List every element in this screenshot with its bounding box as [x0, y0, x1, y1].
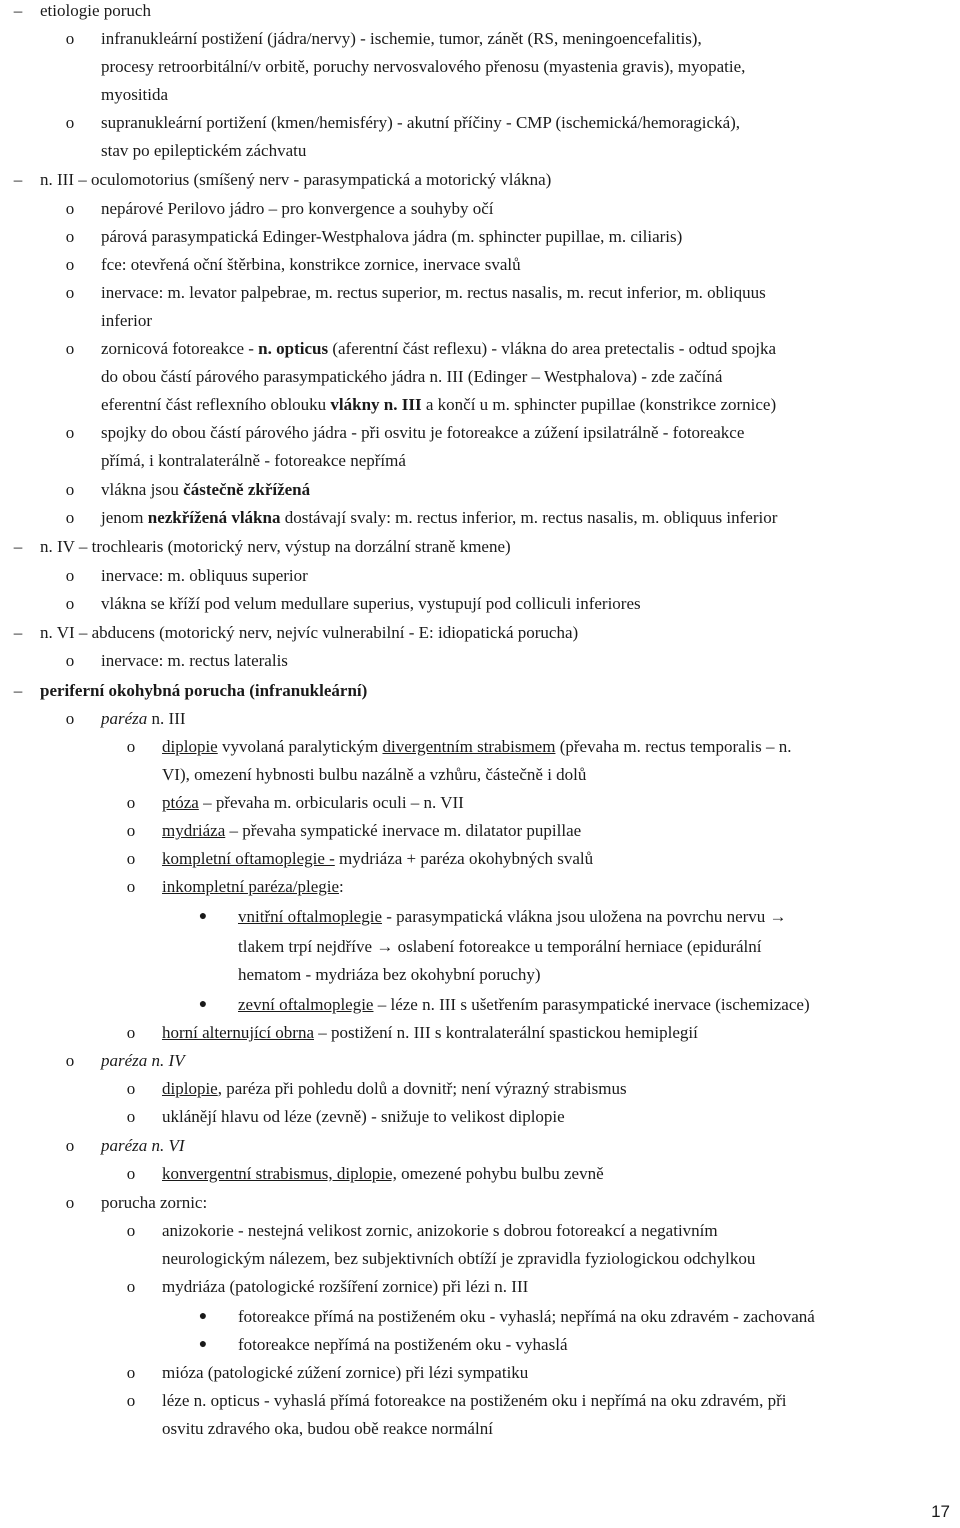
- text-run: n. IV – trochlearis (motorický nerv, výstup na dorzální straně kmene): [40, 537, 511, 556]
- text-run: inkompletní paréza/plegie: [162, 877, 340, 896]
- o-bullet-icon: o: [126, 1277, 136, 1296]
- text-run: - parasympatická vlákna jsou uložena na povrchu nervu →: [382, 907, 787, 926]
- text-line: [162, 1276, 528, 1298]
- text-run: párová parasympatická Edinger-Westphalova jádra (m. sphincter pupillae, m. ciliaris): [101, 227, 683, 246]
- text-run: fce: otevřená oční štěrbina, konstrikce zornice, inervace svalů: [101, 255, 521, 274]
- text-run: – převaha sympatické inervace m. dilatator pupillae: [225, 821, 582, 840]
- text-line: [101, 1192, 207, 1214]
- text-line: [162, 1248, 755, 1270]
- text-line: [101, 140, 306, 162]
- text-line: [238, 964, 541, 986]
- text-line: [40, 622, 578, 644]
- text-run: n. III: [147, 709, 186, 728]
- text-line: [101, 112, 740, 134]
- text-run: inervace: m. levator palpebrae, m. rectus superior, m. rectus nasalis, m. recut inferior, m. obliquus: [101, 283, 766, 302]
- o-bullet-icon: o: [126, 1107, 136, 1126]
- o-bullet-icon: o: [126, 1391, 136, 1410]
- o-bullet-icon: o: [126, 793, 136, 812]
- text-run: , paréza při pohledu dolů a dovnitř; není výrazný strabismus: [217, 1079, 627, 1098]
- text-run: divergentním strabismem: [382, 737, 556, 756]
- text-run: hematom - mydriáza bez okohybní poruchy): [238, 965, 541, 984]
- o-bullet-icon: o: [65, 1051, 75, 1070]
- text-line: [238, 994, 810, 1016]
- text-run: nepárové Perilovo jádro – pro konvergence a souhyby očí: [101, 199, 494, 218]
- text-line: [238, 1306, 815, 1328]
- text-line: [162, 820, 581, 842]
- text-run: částečně zkřížená: [183, 480, 311, 499]
- text-run: diplopie: [162, 737, 218, 756]
- o-bullet-icon: o: [126, 1221, 136, 1240]
- text-run: inervace: m. rectus lateralis: [101, 651, 288, 670]
- text-line: [162, 792, 464, 814]
- text-run: přímá, i kontralaterálně - fotoreakce nepřímá: [101, 451, 406, 470]
- o-bullet-icon: o: [126, 737, 136, 756]
- o-bullet-icon: o: [65, 255, 75, 274]
- o-bullet-icon: o: [65, 227, 75, 246]
- o-bullet-icon: o: [65, 594, 75, 613]
- text-run: fotoreakce přímá na postiženém oku - vyhaslá; nepřímá na oku zdravém - zachovaná: [238, 1307, 815, 1326]
- text-line: [101, 422, 744, 444]
- text-line: [101, 450, 406, 472]
- o-bullet-icon: o: [65, 566, 75, 585]
- text-line: [101, 254, 521, 276]
- text-line: [101, 56, 745, 78]
- text-run: etiologie poruch: [40, 1, 151, 20]
- text-line: [101, 650, 288, 672]
- text-run: léze n. opticus - vyhaslá přímá fotoreakce na postiženém oku i nepřímá na oku zdravém, při: [162, 1391, 787, 1410]
- text-run: periferní okohybná porucha (infranukleární): [40, 681, 368, 700]
- dash-bullet-icon: –: [13, 537, 23, 556]
- text-line: [101, 84, 168, 106]
- filled-bullet-icon: ●: [198, 909, 208, 924]
- filled-bullet-icon: ●: [198, 997, 208, 1012]
- text-line: [162, 1078, 627, 1100]
- o-bullet-icon: o: [65, 283, 75, 302]
- filled-bullet-icon: ●: [198, 1337, 208, 1352]
- text-run: (převaha m. rectus temporalis – n.: [555, 737, 792, 756]
- o-bullet-icon: o: [126, 849, 136, 868]
- o-bullet-icon: o: [65, 199, 75, 218]
- text-run: – převaha m. orbicularis oculi – n. VII: [198, 793, 464, 812]
- text-line: [101, 338, 776, 360]
- text-run: (aferentní část reflexu) - vlákna do area pretectalis - odtud spojka: [328, 339, 777, 358]
- text-line: [238, 936, 762, 958]
- text-run: VI), omezení hybnosti bulbu nazálně a vzhůru, částečně i dolů: [162, 765, 587, 784]
- text-run: inervace: m. obliquus superior: [101, 566, 308, 585]
- text-line: [162, 1418, 493, 1440]
- o-bullet-icon: o: [126, 821, 136, 840]
- text-run: neurologickým nálezem, bez subjektivních obtíží je zpravidla fyziologickou odchylkou: [162, 1249, 756, 1268]
- text-line: [101, 310, 152, 332]
- text-run: porucha zornic:: [101, 1193, 208, 1212]
- text-run: procesy retroorbitální/v orbitě, poruchy nervosvalového přenosu (myastenia gravis), myopatie,: [101, 57, 746, 76]
- text-line: [101, 28, 702, 50]
- text-line: [162, 848, 593, 870]
- text-line: [162, 764, 586, 786]
- text-run: paréza n. VI: [101, 1136, 185, 1155]
- o-bullet-icon: o: [126, 1023, 136, 1042]
- text-line: [101, 282, 766, 304]
- text-line: [40, 680, 367, 702]
- o-bullet-icon: o: [65, 709, 75, 728]
- text-line: [162, 1163, 604, 1185]
- text-run: stav po epileptickém záchvatu: [101, 141, 307, 160]
- o-bullet-icon: o: [65, 651, 75, 670]
- o-bullet-icon: o: [65, 423, 75, 442]
- text-line: [101, 708, 186, 730]
- text-run: mydriáza (patologické rozšíření zornice) při lézi n. III: [162, 1277, 529, 1296]
- text-run: zevní oftalmoplegie: [238, 995, 374, 1014]
- text-line: [162, 1390, 787, 1412]
- text-run: paréza: [101, 709, 148, 728]
- text-run: ptóza: [162, 793, 199, 812]
- text-run: n. VI – abducens (motorický nerv, nejvíc vulnerabilní - E: idiopatická porucha): [40, 623, 579, 642]
- o-bullet-icon: o: [126, 1164, 136, 1183]
- text-line: [101, 198, 493, 220]
- text-run: uklánějí hlavu od léze (zevně) - snižuje to velikost diplopie: [162, 1107, 565, 1126]
- text-run: n. III – oculomotorius (smíšený nerv - parasympatická a motorický vlákna): [40, 170, 552, 189]
- filled-bullet-icon: ●: [198, 1309, 208, 1324]
- text-run: mydriáza: [162, 821, 226, 840]
- o-bullet-icon: o: [126, 1079, 136, 1098]
- text-run: vlákna jsou: [101, 480, 184, 499]
- text-run: zornicová fotoreakce -: [101, 339, 259, 358]
- text-run: kompletní oftamoplegie -: [162, 849, 335, 868]
- text-run: osvitu zdravého oka, budou obě reakce normální: [162, 1419, 493, 1438]
- text-run: – postižení n. III s kontralaterální spastickou hemiplegií: [314, 1023, 698, 1042]
- text-run: n. opticus: [258, 339, 329, 358]
- text-run: dostávají svaly: m. rectus inferior, m. rectus nasalis, m. obliquus inferior: [280, 508, 778, 527]
- o-bullet-icon: o: [65, 1136, 75, 1155]
- text-line: [101, 479, 310, 501]
- text-run: fotoreakce nepřímá na postiženém oku - vyhaslá: [238, 1335, 568, 1354]
- text-run: omezené pohybu bulbu zevně: [396, 1164, 604, 1183]
- text-run: inferior: [101, 311, 152, 330]
- text-line: [101, 1050, 185, 1072]
- text-run: jenom: [101, 508, 148, 527]
- o-bullet-icon: o: [126, 877, 136, 896]
- text-line: [162, 736, 792, 758]
- text-line: [162, 1362, 528, 1384]
- text-run: mióza (patologické zúžení zornice) při lézi sympatiku: [162, 1363, 529, 1382]
- text-line: [101, 593, 641, 615]
- text-run: vyvolaná paralytickým: [217, 737, 383, 756]
- text-run: tlakem trpí nejdříve → oslabení fotoreakce u temporální herniace (epidurální: [238, 937, 762, 956]
- text-line: [40, 169, 551, 191]
- text-line: [238, 906, 787, 928]
- text-run: vnitřní oftalmoplegie: [238, 907, 382, 926]
- o-bullet-icon: o: [126, 1363, 136, 1382]
- text-run: myositida: [101, 85, 169, 104]
- text-line: [101, 1135, 185, 1157]
- text-run: a končí u m. sphincter pupillae (konstrikce zornice): [421, 395, 777, 414]
- dash-bullet-icon: –: [13, 170, 23, 189]
- text-run: horní alternující obrna: [162, 1023, 315, 1042]
- text-line: [238, 1334, 567, 1356]
- text-run: diplopie: [162, 1079, 218, 1098]
- text-line: [40, 536, 511, 558]
- text-line: [162, 1022, 698, 1044]
- text-run: mydriáza + paréza okohybných svalů: [334, 849, 594, 868]
- dash-bullet-icon: –: [13, 681, 23, 700]
- text-run: anizokorie - nestejná velikost zornic, anizokorie s dobrou fotoreakcí a negativním: [162, 1221, 718, 1240]
- text-line: [101, 565, 308, 587]
- text-line: [101, 226, 682, 248]
- o-bullet-icon: o: [65, 113, 75, 132]
- o-bullet-icon: o: [65, 339, 75, 358]
- text-run: vlákny n. III: [330, 395, 422, 414]
- text-run: vlákna se kříží pod velum medullare superius, vystupují pod colliculi inferiores: [101, 594, 641, 613]
- text-line: [162, 1220, 718, 1242]
- o-bullet-icon: o: [65, 508, 75, 527]
- text-run: eferentní část reflexního oblouku: [101, 395, 331, 414]
- text-line: [162, 1106, 565, 1128]
- text-run: spojky do obou částí párového jádra - při osvitu je fotoreakce a zúžení ipsilatrálně - fotoreakce: [101, 423, 745, 442]
- page-number: 17: [931, 1502, 950, 1521]
- o-bullet-icon: o: [65, 480, 75, 499]
- dash-bullet-icon: –: [13, 1, 23, 20]
- text-run: nezkřížená vlákna: [147, 508, 281, 527]
- text-run: do obou částí párového parasympatického jádra n. III (Edinger – Westphalova) - zde začíná: [101, 367, 723, 386]
- dash-bullet-icon: –: [13, 623, 23, 642]
- text-run: infranukleární postižení (jádra/nervy) - ischemie, tumor, zánět (RS, meningoencefalitis),: [101, 29, 702, 48]
- text-line: [101, 366, 722, 388]
- text-run: supranukleární portižení (kmen/hemisféry) - akutní příčiny - CMP (ischemická/hemoragická),: [101, 113, 741, 132]
- text-line: [101, 394, 776, 416]
- text-run: paréza n. IV: [101, 1051, 185, 1070]
- text-line: [40, 0, 151, 22]
- o-bullet-icon: o: [65, 29, 75, 48]
- text-run: :: [339, 877, 344, 896]
- text-line: [101, 507, 777, 529]
- text-line: [162, 876, 344, 898]
- text-run: konvergentní strabismus, diplopie,: [162, 1164, 397, 1183]
- text-run: – léze n. III s ušetřením parasympatické inervace (ischemizace): [373, 995, 810, 1014]
- o-bullet-icon: o: [65, 1193, 75, 1212]
